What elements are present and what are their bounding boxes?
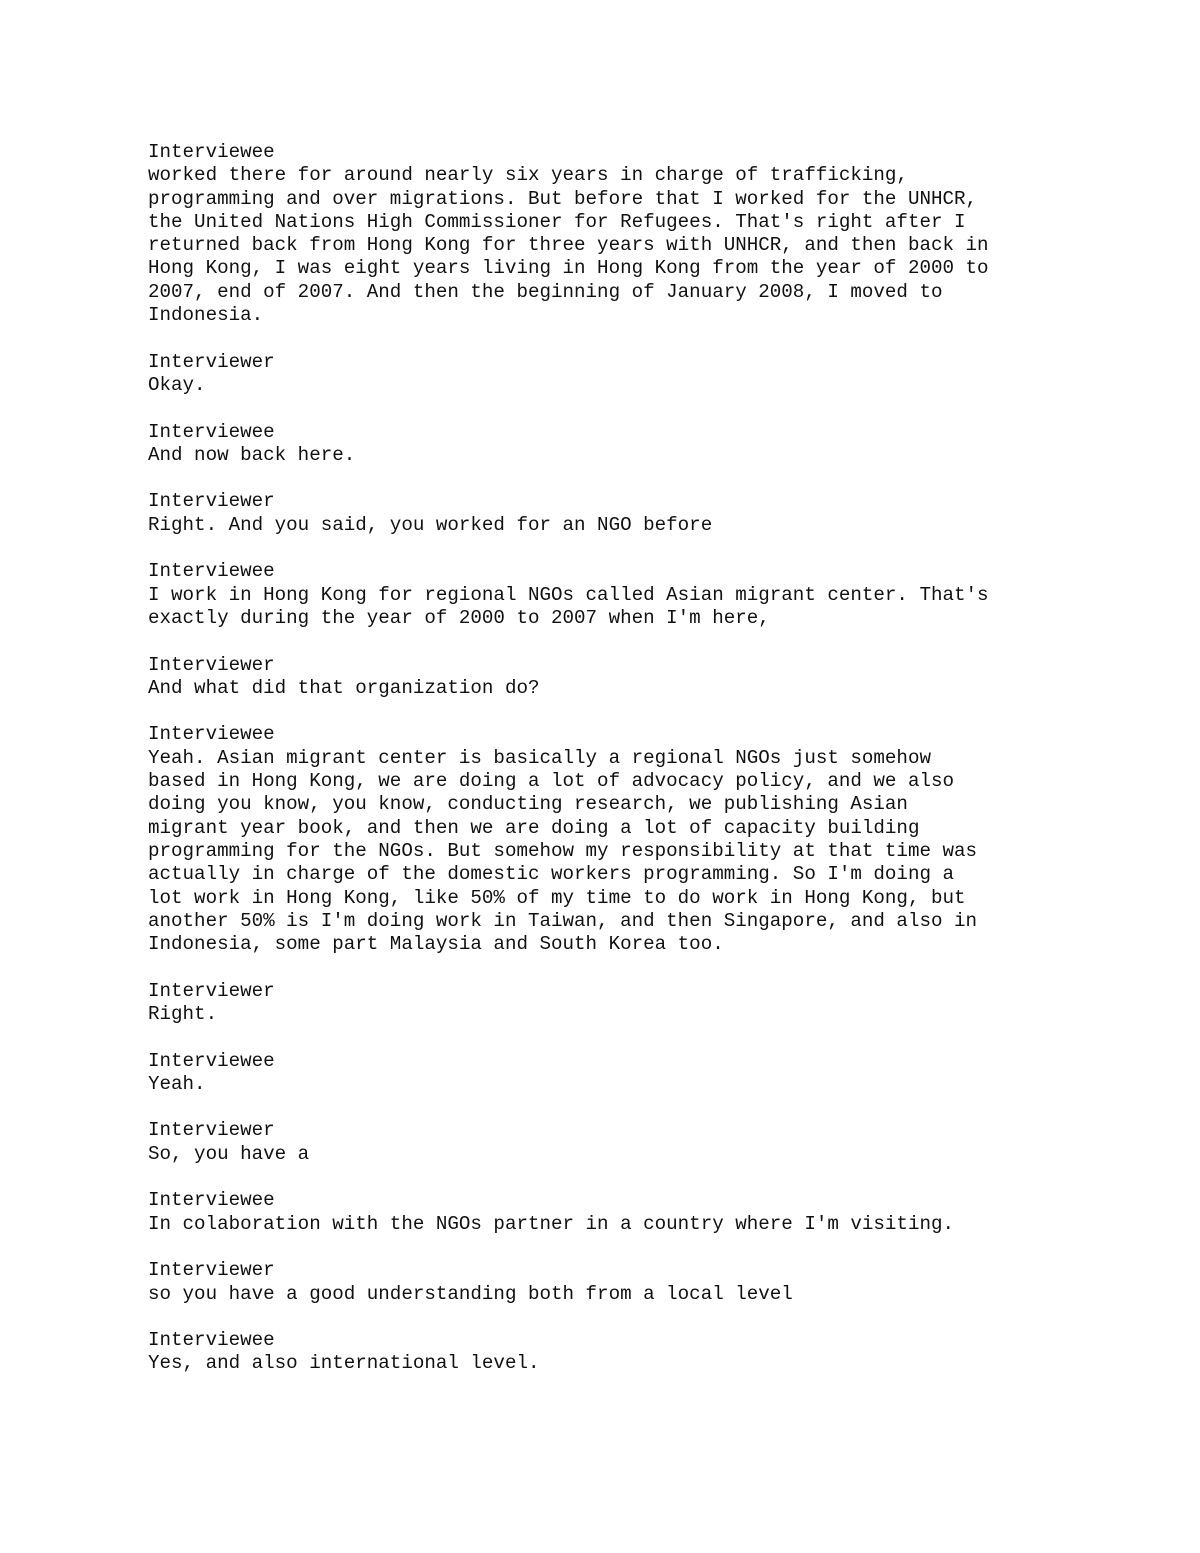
utterance-line: Hong Kong, I was eight years living in Hong Kong from the year of 2000 to — [148, 257, 989, 280]
transcript-turn — [148, 980, 1108, 1027]
transcript-turn — [148, 1050, 1108, 1097]
transcript-turn — [148, 1189, 1108, 1236]
transcript-turn — [148, 1119, 1108, 1166]
speaker-label: Interviewee — [148, 1329, 275, 1352]
transcript-turn — [148, 490, 1108, 537]
transcript-turn — [148, 654, 1108, 701]
utterance-line: migrant year book, and then we are doing a lot of capacity building — [148, 816, 920, 839]
transcript-turn — [148, 421, 1108, 468]
utterance-line: Yes, and also international level. — [148, 1352, 540, 1375]
speaker-label: Interviewee — [148, 560, 275, 583]
utterance-line: Right. And you said, you worked for an NGO before — [148, 513, 713, 536]
speaker-label: Interviewer — [148, 653, 275, 676]
speaker-label: Interviewee — [148, 141, 275, 163]
utterance-line: Yeah. — [148, 1072, 206, 1095]
transcript-turn — [148, 351, 1108, 398]
transcript-turn — [148, 141, 1108, 327]
utterance-line: based in Hong Kong, we are doing a lot of advocacy policy, and we also — [148, 770, 955, 793]
speaker-label: Interviewee — [148, 1189, 275, 1212]
utterance-line: 2007, end of 2007. And then the beginning of January 2008, I moved to — [148, 280, 943, 303]
transcript-turn — [148, 560, 1108, 630]
utterance-line: Yeah. Asian migrant center is basically a regional NGOs just somehow — [148, 746, 931, 769]
transcript-turn — [148, 1329, 1108, 1376]
utterance-line: worked there for around nearly six years in charge of trafficking, — [148, 164, 908, 187]
utterance-line: Right. — [148, 1002, 218, 1025]
utterance-line: So, you have a — [148, 1142, 310, 1165]
utterance-line: the United Nations High Commissioner for Refugees. That's right after I — [148, 210, 966, 233]
speaker-label: Interviewer — [148, 1259, 275, 1282]
utterance-line: another 50% is I'm doing work in Taiwan, and then Singapore, and also in — [148, 909, 978, 932]
utterance-line: programming and over migrations. But before that I worked for the UNHCR, — [148, 187, 978, 210]
utterance-line: actually in charge of the domestic workers programming. So I'm doing a — [148, 863, 955, 886]
speaker-label: Interviewer — [148, 350, 275, 373]
utterance-line: lot work in Hong Kong, like 50% of my time to do work in Hong Kong, but — [148, 886, 966, 909]
utterance-line: And now back here. — [148, 443, 356, 466]
utterance-line: I work in Hong Kong for regional NGOs called Asian migrant center. That's — [148, 583, 989, 606]
speaker-label: Interviewee — [148, 723, 275, 746]
utterance-line: Indonesia, some part Malaysia and South Korea too. — [148, 933, 724, 956]
transcript-turn — [148, 723, 1108, 956]
transcript — [148, 141, 1108, 1399]
speaker-label: Interviewee — [148, 420, 275, 443]
utterance-line: Okay. — [148, 373, 206, 396]
utterance-line: so you have a good understanding both from a local level — [148, 1282, 793, 1305]
utterance-line: In colaboration with the NGOs partner in a country where I'm visiting. — [148, 1212, 955, 1235]
speaker-label: Interviewee — [148, 1049, 275, 1072]
speaker-label: Interviewer — [148, 1119, 275, 1142]
utterance-line: exactly during the year of 2000 to 2007 when I'm here, — [148, 606, 770, 629]
speaker-label: Interviewer — [148, 490, 275, 513]
transcript-turn — [148, 1259, 1108, 1306]
utterance-line: programming for the NGOs. But somehow my responsibility at that time was — [148, 839, 978, 862]
utterance-line: doing you know, you know, conducting research, we publishing Asian — [148, 793, 908, 816]
utterance-line: returned back from Hong Kong for three years with UNHCR, and then back in — [148, 234, 989, 257]
utterance-line: And what did that organization do? — [148, 676, 540, 699]
utterance-line: Indonesia. — [148, 304, 264, 327]
speaker-label: Interviewer — [148, 979, 275, 1002]
